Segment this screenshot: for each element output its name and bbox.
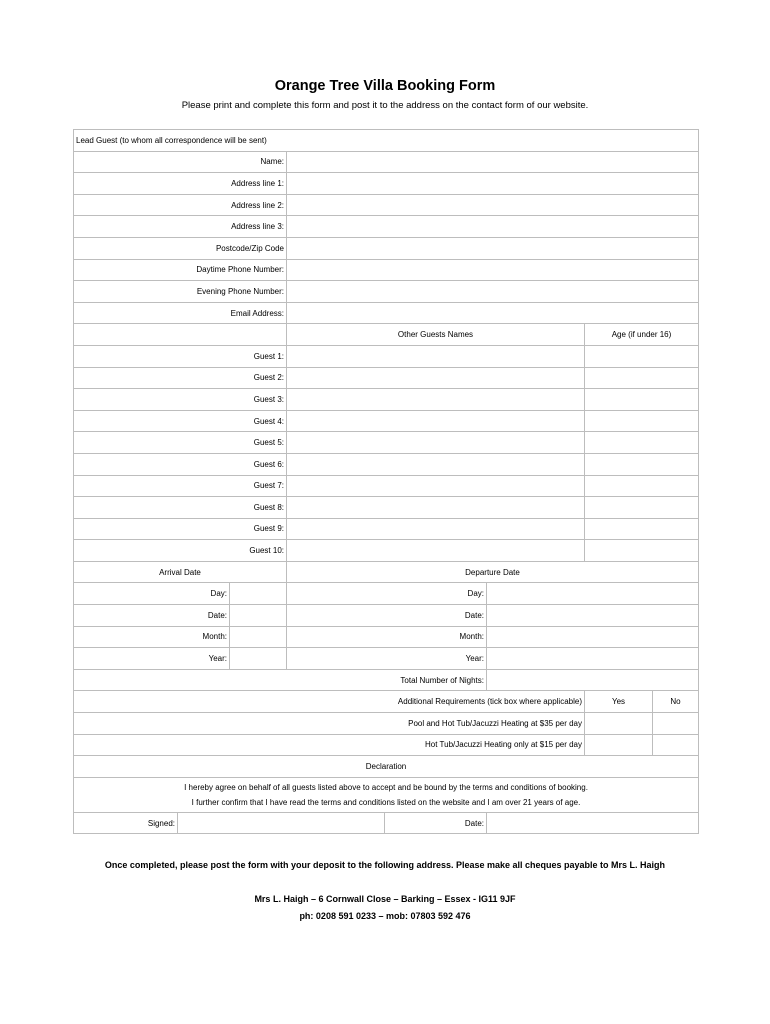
requirements-header-row [74,691,699,713]
guest-name-input[interactable] [287,432,585,454]
departure-field-label: Day: [287,583,487,605]
lead-guest-header-row [74,130,699,152]
guest-name-input[interactable] [287,410,585,432]
guest-row [74,410,699,432]
footer-phone: ph: 0208 591 0233 – mob: 07803 592 476 [299,911,471,921]
lead-guest-field-label: Postcode/Zip Code [74,237,287,259]
requirement-yes-checkbox[interactable] [585,734,653,756]
requirement-no-checkbox[interactable] [653,713,699,735]
lead-guest-field-label: Address line 1: [74,173,287,195]
guest-name-input[interactable] [287,497,585,519]
guest-label: Guest 3: [74,389,287,411]
arrival-field-label: Day: [74,583,230,605]
guest-name-input[interactable] [287,475,585,497]
guest-name-input[interactable] [287,518,585,540]
departure-field-label: Month: [287,626,487,648]
requirement-label: Pool and Hot Tub/Jacuzzi Heating at $35 per day [74,713,585,735]
guest-label: Guest 1: [74,345,287,367]
date-field-row [74,583,699,605]
lead-guest-field-input[interactable] [287,151,699,173]
lead-guest-field-row [74,237,699,259]
declaration-line-2: I further confirm that I have read the terms and conditions listed on the website and I am over 21 years of age. [191,797,581,807]
guest-age-input[interactable] [585,497,699,519]
lead-guest-field-input[interactable] [287,302,699,324]
departure-field-input[interactable] [487,583,699,605]
guest-row [74,345,699,367]
signature-date-label: Date: [385,812,487,834]
lead-guest-field-input[interactable] [287,259,699,281]
lead-guest-field-row [74,194,699,216]
lead-guest-field-input[interactable] [287,281,699,303]
guest-age-input[interactable] [585,389,699,411]
declaration-header-row [74,756,699,778]
lead-guest-field-row [74,216,699,238]
requirement-row [74,713,699,735]
departure-date-heading: Departure Date [287,561,699,583]
departure-field-label: Date: [287,605,487,627]
arrival-field-label: Date: [74,605,230,627]
guest-label: Guest 10: [74,540,287,562]
declaration-line-1: I hereby agree on behalf of all guests listed above to accept and be bound by the terms and conditions of booking. [184,782,588,792]
booking-form-table [73,129,699,834]
form-title: Orange Tree Villa Booking Form [274,78,496,94]
yes-column-heading: Yes [585,691,653,713]
guest-row [74,389,699,411]
guest-name-input[interactable] [287,453,585,475]
guest-row [74,432,699,454]
arrival-field-input[interactable] [230,583,287,605]
requirement-no-checkbox[interactable] [653,734,699,756]
guest-label: Guest 5: [74,432,287,454]
date-field-row [74,648,699,670]
lead-guest-field-label: Address line 2: [74,194,287,216]
total-nights-label: Total Number of Nights: [74,669,487,691]
requirement-yes-checkbox[interactable] [585,713,653,735]
lead-guest-field-input[interactable] [287,237,699,259]
requirement-row [74,734,699,756]
guest-row [74,497,699,519]
departure-field-input[interactable] [487,605,699,627]
lead-guest-field-label: Evening Phone Number: [74,281,287,303]
lead-guest-field-row [74,302,699,324]
guest-row [74,540,699,562]
lead-guest-field-input[interactable] [287,173,699,195]
guests-header-blank [74,324,287,346]
guest-age-input[interactable] [585,453,699,475]
guest-label: Guest 8: [74,497,287,519]
guest-name-input[interactable] [287,367,585,389]
arrival-field-label: Year: [74,648,230,670]
arrival-field-input[interactable] [230,605,287,627]
guest-row [74,518,699,540]
declaration-heading: Declaration [74,756,699,778]
lead-guest-field-label: Daytime Phone Number: [74,259,287,281]
additional-requirements-heading: Additional Requirements (tick box where applicable) [74,691,585,713]
lead-guest-field-label: Address line 3: [74,216,287,238]
signature-date-input[interactable] [487,812,699,834]
guests-header-row [74,324,699,346]
guest-age-input[interactable] [585,540,699,562]
guest-row [74,475,699,497]
lead-guest-heading: Lead Guest (to whom all correspondence will be sent) [74,130,699,152]
lead-guest-field-label: Name: [74,151,287,173]
other-guests-names-heading: Other Guests Names [287,324,585,346]
arrival-field-label: Month: [74,626,230,648]
declaration-text [74,777,699,812]
arrival-field-input[interactable] [230,648,287,670]
requirement-label: Hot Tub/Jacuzzi Heating only at $15 per day [74,734,585,756]
arrival-date-heading: Arrival Date [74,561,287,583]
lead-guest-field-input[interactable] [287,194,699,216]
guest-row [74,367,699,389]
guest-label: Guest 2: [74,367,287,389]
departure-field-label: Year: [287,648,487,670]
signature-row [74,812,699,834]
lead-guest-field-input[interactable] [287,216,699,238]
lead-guest-field-row [74,151,699,173]
dates-header-row [74,561,699,583]
signed-label: Signed: [74,812,178,834]
guest-age-input[interactable] [585,345,699,367]
guest-label: Guest 4: [74,410,287,432]
signature-input[interactable] [178,812,385,834]
total-nights-input[interactable] [487,669,699,691]
guest-age-input[interactable] [585,367,699,389]
date-field-row [74,605,699,627]
footer-address: Mrs L. Haigh – 6 Cornwall Close – Barking – Essex - IG11 9JF [254,894,516,904]
guest-label: Guest 6: [74,453,287,475]
guest-row [74,453,699,475]
guest-name-input[interactable] [287,345,585,367]
guest-age-input[interactable] [585,410,699,432]
lead-guest-field-label: Email Address: [74,302,287,324]
footer-instruction: Once completed, please post the form with your deposit to the following address. Please make all cheques payable to Mrs L. Haigh [104,860,666,870]
departure-field-input[interactable] [487,626,699,648]
declaration-text-row [74,777,699,812]
no-column-heading: No [653,691,699,713]
total-nights-row [74,669,699,691]
lead-guest-field-row [74,281,699,303]
guest-label: Guest 7: [74,475,287,497]
guest-name-input[interactable] [287,540,585,562]
arrival-field-input[interactable] [230,626,287,648]
lead-guest-field-row [74,173,699,195]
form-subtitle: Please print and complete this form and post it to the address on the contact form of our website. [181,100,589,111]
guest-label: Guest 9: [74,518,287,540]
guest-age-input[interactable] [585,475,699,497]
guest-age-input[interactable] [585,432,699,454]
guest-age-heading: Age (if under 16) [585,324,699,346]
guest-name-input[interactable] [287,389,585,411]
guest-age-input[interactable] [585,518,699,540]
departure-field-input[interactable] [487,648,699,670]
date-field-row [74,626,699,648]
lead-guest-field-row [74,259,699,281]
